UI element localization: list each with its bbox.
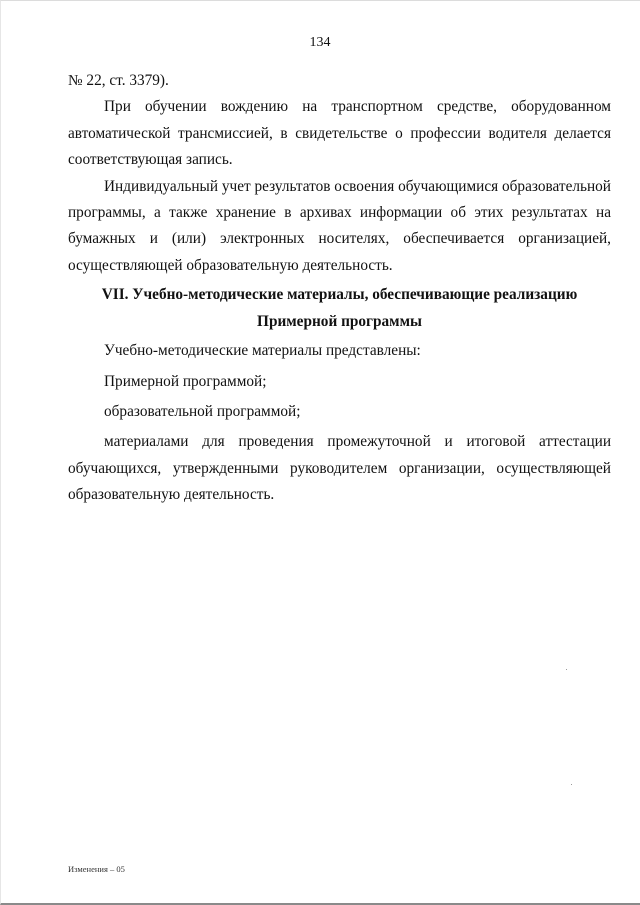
section-heading-line2: Примерной программы	[257, 313, 422, 331]
materials-item-attestation: материалами для проведения промежуточной и итоговой аттестации обучающихся, утвержденными руководителем организации, осуществляющей образовательную деятельность.	[68, 433, 611, 504]
section-heading-line1: VII. Учебно-методические материалы, обеспечивающие реализацию	[101, 286, 578, 304]
paragraph-automatic-transmission: При обучении вождению на транспортном средстве, оборудованном автоматической трансмиссией, в свидетельстве о профессии водителя делается соответствующая запись.	[68, 98, 611, 169]
scan-speck	[566, 669, 567, 670]
section-heading	[68, 281, 611, 335]
page-number: 134	[309, 35, 331, 50]
footer-revision-note: Изменения – 05	[68, 864, 125, 874]
paragraph-individual-record: Индивидуальный учет результатов освоения обучающимися образовательной программы, а также хранение в архивах информации об этих результатах на бумажных и (или) электронных носителях, обеспечивается организацией, осуществляющей образовательную деятельность.	[68, 177, 611, 274]
materials-intro: Учебно-методические материалы представлены:	[104, 342, 421, 360]
paragraph-citation-end: № 22, ст. 3379).	[68, 72, 169, 89]
document-body	[68, 68, 611, 509]
scan-speck	[571, 784, 572, 785]
materials-item-exemplary-program: Примерной программой;	[104, 372, 267, 390]
materials-item-educational-program: образовательной программой;	[104, 403, 301, 421]
